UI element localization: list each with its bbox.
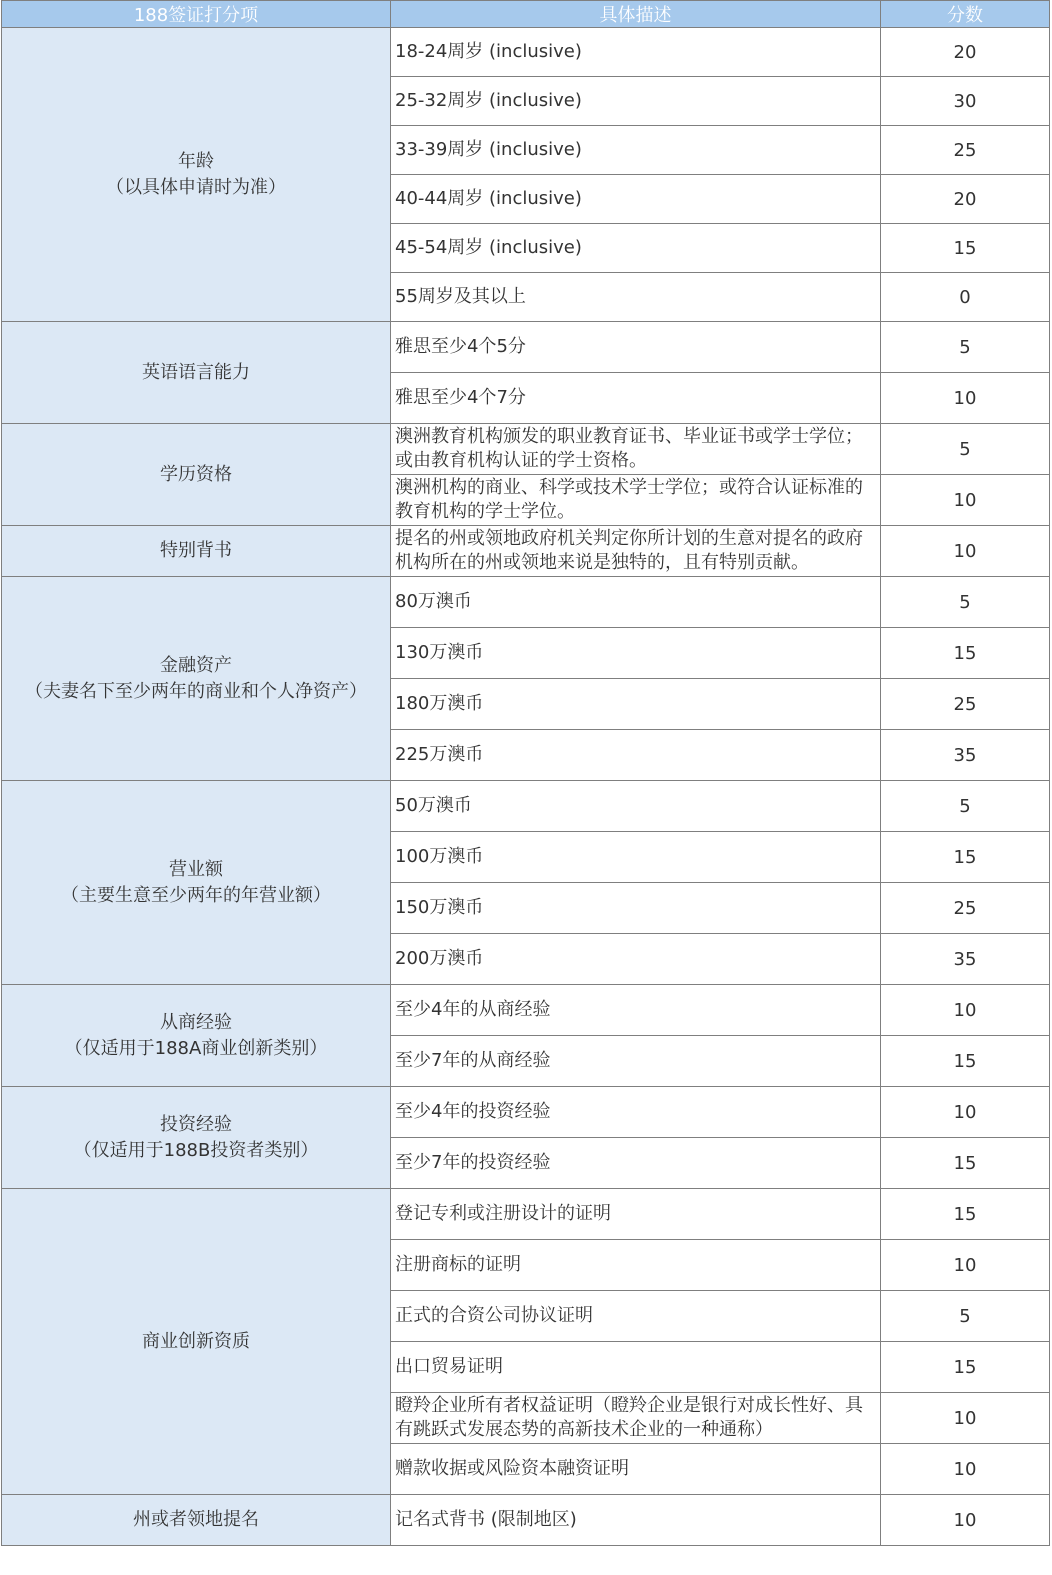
table-row (2, 28, 1050, 77)
table-row (2, 424, 1050, 475)
score-cell: 10 (881, 475, 1050, 526)
score-cell: 15 (881, 1036, 1050, 1087)
description-cell: 150万澳币 (391, 883, 881, 934)
score-cell: 10 (881, 1444, 1050, 1495)
category-cell (2, 322, 391, 424)
description-cell: 提名的州或领地政府机关判定你所计划的生意对提名的政府机构所在的州或领地来说是独特的，且有特别贡献。 (391, 526, 881, 577)
table-body (2, 28, 1050, 1546)
header-description: 具体描述 (391, 1, 881, 28)
score-cell: 5 (881, 1291, 1050, 1342)
score-cell: 10 (881, 985, 1050, 1036)
category-label: 州或者领地提名 (133, 1509, 259, 1530)
description-cell: 登记专利或注册设计的证明 (391, 1189, 881, 1240)
score-cell: 5 (881, 577, 1050, 628)
category-note: （夫妻名下至少两年的商业和个人净资产） (25, 680, 367, 702)
description-cell: 至少7年的投资经验 (391, 1138, 881, 1189)
header-row (2, 1, 1050, 28)
description-cell: 100万澳币 (391, 832, 881, 883)
score-cell: 10 (881, 373, 1050, 424)
description-cell: 至少7年的从商经验 (391, 1036, 881, 1087)
description-cell: 25-32周岁 (inclusive) (391, 77, 881, 126)
table-row (2, 322, 1050, 373)
header-category: 188签证打分项 (2, 1, 391, 28)
score-cell: 30 (881, 77, 1050, 126)
category-note: （仅适用于188B投资者类别） (73, 1139, 319, 1161)
category-cell (2, 1495, 391, 1546)
score-cell: 25 (881, 679, 1050, 730)
description-cell: 180万澳币 (391, 679, 881, 730)
description-cell: 80万澳币 (391, 577, 881, 628)
score-cell: 10 (881, 1393, 1050, 1444)
description-cell: 正式的合资公司协议证明 (391, 1291, 881, 1342)
category-cell (2, 526, 391, 577)
category-cell (2, 577, 391, 781)
description-cell: 200万澳币 (391, 934, 881, 985)
category-label: 商业创新资质 (142, 1330, 250, 1352)
description-cell: 瞪羚企业所有者权益证明（瞪羚企业是银行对成长性好、具有跳跃式发展态势的高新技术企业的一种通称） (391, 1393, 881, 1444)
score-cell: 15 (881, 1189, 1050, 1240)
category-label: 从商经验 (160, 1011, 232, 1033)
description-cell: 至少4年的从商经验 (391, 985, 881, 1036)
score-cell: 15 (881, 1138, 1050, 1189)
table-row (2, 1087, 1050, 1138)
category-cell (2, 1189, 391, 1495)
score-cell: 35 (881, 934, 1050, 985)
score-cell: 20 (881, 175, 1050, 224)
category-cell (2, 28, 391, 322)
category-note: （以具体申请时为准） (106, 176, 286, 198)
score-cell: 15 (881, 628, 1050, 679)
category-cell (2, 424, 391, 526)
category-label: 营业额 (169, 858, 223, 880)
score-cell: 5 (881, 781, 1050, 832)
score-cell: 25 (881, 883, 1050, 934)
description-cell: 33-39周岁 (inclusive) (391, 126, 881, 175)
score-cell: 5 (881, 322, 1050, 373)
table-row (2, 985, 1050, 1036)
category-cell (2, 1087, 391, 1189)
category-label: 金融资产 (160, 654, 232, 676)
description-cell: 澳洲机构的商业、科学或技术学士学位；或符合认证标准的教育机构的学士学位。 (391, 475, 881, 526)
table-row (2, 1495, 1050, 1546)
table-row (2, 526, 1050, 577)
description-cell: 55周岁及其以上 (391, 273, 881, 322)
category-label: 特别背书 (160, 540, 232, 561)
score-cell: 35 (881, 730, 1050, 781)
table-row (2, 781, 1050, 832)
category-note: （仅适用于188A商业创新类别） (64, 1037, 328, 1059)
description-cell: 出口贸易证明 (391, 1342, 881, 1393)
score-cell: 5 (881, 424, 1050, 475)
score-cell: 10 (881, 1087, 1050, 1138)
header-score: 分数 (881, 1, 1050, 28)
description-cell: 45-54周岁 (inclusive) (391, 224, 881, 273)
score-cell: 10 (881, 526, 1050, 577)
table-row (2, 577, 1050, 628)
description-cell: 注册商标的证明 (391, 1240, 881, 1291)
description-cell: 18-24周岁 (inclusive) (391, 28, 881, 77)
score-cell: 15 (881, 1342, 1050, 1393)
description-cell: 至少4年的投资经验 (391, 1087, 881, 1138)
category-label: 英语语言能力 (142, 361, 250, 383)
category-label: 学历资格 (160, 463, 232, 485)
description-cell: 赠款收据或风险资本融资证明 (391, 1444, 881, 1495)
description-cell: 225万澳币 (391, 730, 881, 781)
description-cell: 40-44周岁 (inclusive) (391, 175, 881, 224)
score-cell: 10 (881, 1240, 1050, 1291)
category-note: （主要生意至少两年的年营业额） (61, 884, 331, 906)
score-cell: 20 (881, 28, 1050, 77)
score-cell: 25 (881, 126, 1050, 175)
score-cell: 15 (881, 832, 1050, 883)
score-cell: 10 (881, 1495, 1050, 1546)
category-cell (2, 781, 391, 985)
description-cell: 雅思至少4个5分 (391, 322, 881, 373)
description-cell: 50万澳币 (391, 781, 881, 832)
category-label: 年龄 (178, 150, 214, 172)
description-cell: 雅思至少4个7分 (391, 373, 881, 424)
table-row (2, 1189, 1050, 1240)
description-cell: 130万澳币 (391, 628, 881, 679)
description-cell: 记名式背书 (限制地区) (391, 1495, 881, 1546)
score-cell: 0 (881, 273, 1050, 322)
description-cell: 澳洲教育机构颁发的职业教育证书、毕业证书或学士学位；或由教育机构认证的学士资格。 (391, 424, 881, 475)
category-cell (2, 985, 391, 1087)
points-table (1, 0, 1050, 1546)
score-cell: 15 (881, 224, 1050, 273)
category-label: 投资经验 (160, 1113, 232, 1135)
